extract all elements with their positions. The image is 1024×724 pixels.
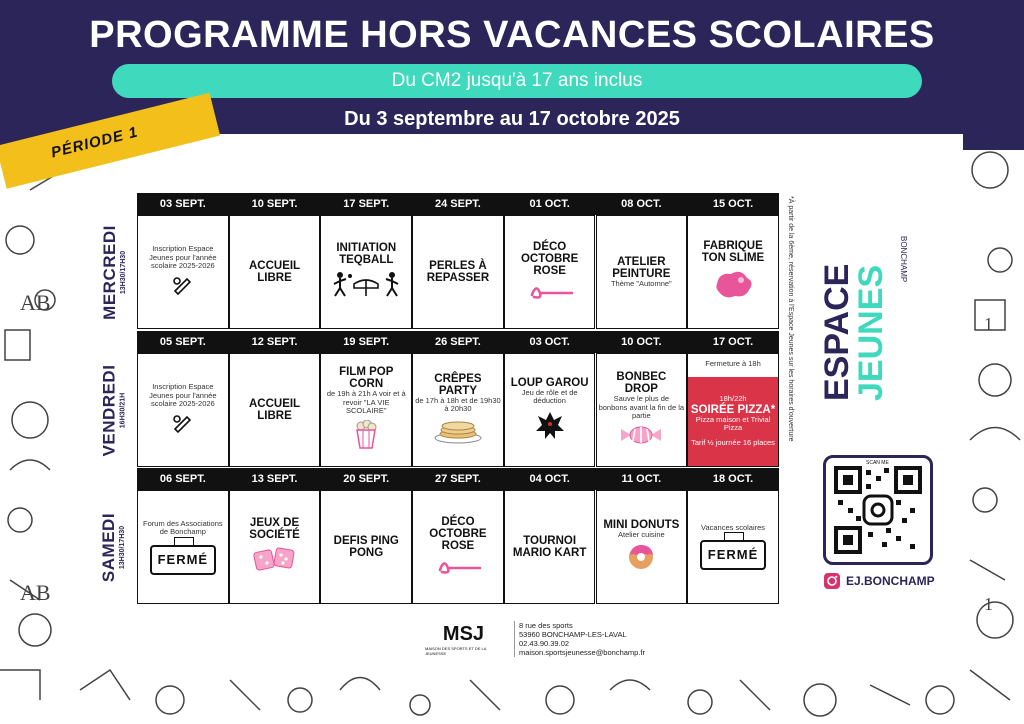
activity-title: DÉCO OCTOBRE ROSE (429, 516, 487, 552)
page-title: PROGRAMME HORS VACANCES SCOLAIRES (89, 14, 935, 56)
qr-code[interactable] (823, 455, 933, 565)
address-line: 02.43.90.39.02 (518, 639, 570, 648)
instagram-text: EJ.BONCHAMP (846, 574, 935, 588)
donut-icon (627, 543, 655, 575)
day-hours: 13H30/17H30 (119, 525, 127, 569)
footer-address (514, 621, 645, 657)
activity-title: FABRIQUE TON SLIME (701, 240, 765, 264)
email-link[interactable]: maison.sportsjeunesse@bonchamp.fr (518, 648, 645, 657)
logo-sub: BONCHAMP (899, 236, 908, 283)
activity-cell (596, 215, 688, 329)
date-header: 03 OCT. (529, 336, 570, 348)
date-header: 17 SEPT. (343, 198, 390, 210)
date-header: 24 SEPT. (435, 198, 481, 210)
date-header: 01 OCT. (529, 198, 570, 210)
day-label-samedi (98, 490, 128, 604)
msj-logo-sub: MAISON DES SPORTS ET DE LA JEUNESSE (425, 645, 487, 656)
date-header: 17 OCT. (712, 336, 754, 348)
ferme-sign-icon (700, 540, 766, 570)
instagram-handle[interactable] (823, 572, 943, 590)
date-header: 27 SEPT. (435, 473, 481, 485)
activity-detail: Forum des Associations de Bonchamp (143, 518, 223, 536)
side-note-text: *À partir de la 6ème, réservation à l'Espace Jeunes sur les horaires d'ouverture (787, 196, 794, 442)
espace-jeunes-logo (815, 226, 915, 416)
ferme-sign-icon (150, 545, 216, 575)
activity-title: ACCUEIL LIBRE (248, 398, 301, 422)
date-header: 10 SEPT. (251, 198, 298, 210)
pink-ribbon-icon (526, 281, 574, 303)
activity-cell (229, 353, 321, 467)
svg-text:AB: AB (20, 290, 51, 315)
activity-detail: de 17h à 18h et de 19h30 à 20h30 (415, 395, 501, 413)
date-header: 05 SEPT. (159, 336, 206, 348)
pen-icon (171, 275, 195, 299)
ferme-sign-text: FERMÉ (157, 551, 209, 567)
activity-title: MINI DONUTS (603, 518, 680, 531)
activity-title: CRÊPES PARTY (434, 372, 482, 397)
activity-title: BONBEC DROP (616, 371, 667, 396)
crepes-icon (433, 418, 483, 448)
pizza-time: 18h/22h (719, 394, 747, 404)
activity-detail: Pizza maison et Trivial Pizza (695, 414, 771, 433)
date-range: Du 3 septembre au 17 octobre 2025 (344, 108, 680, 130)
scan-me-label: SCAN ME (866, 460, 889, 466)
activity-cell (412, 353, 504, 467)
activity-cell (229, 490, 321, 604)
address-line: 53960 BONCHAMP-LES-LAVAL (518, 630, 627, 639)
activity-cell (137, 353, 229, 467)
activity-title: ACCUEIL LIBRE (248, 260, 301, 284)
date-header: 15 OCT. (712, 198, 754, 210)
activity-cell (137, 490, 229, 604)
closing-note: Fermeture à 18h (705, 359, 761, 368)
date-header: 19 SEPT. (343, 336, 390, 348)
instagram-icon (823, 572, 841, 590)
activity-title: FILM POP CORN (339, 366, 394, 391)
address-line: 8 rue des sports (518, 621, 573, 630)
activity-cell (320, 215, 412, 329)
period-label: PÉRIODE 1 (49, 123, 140, 162)
activity-cell (412, 215, 504, 329)
day-name: SAMEDI (99, 512, 119, 582)
svg-text:AB: AB (20, 580, 51, 605)
day-hours: 16H30/21H (119, 392, 127, 428)
activity-detail: Sauve le plus de bonbons avant la fin de la partie (598, 394, 685, 421)
activity-title: PERLES À REPASSER (426, 260, 490, 284)
footer (425, 620, 645, 658)
popcorn-icon (353, 420, 379, 454)
date-header: 08 OCT. (621, 198, 662, 210)
logo-line1: ESPACE (818, 263, 856, 401)
activity-cell (687, 353, 779, 467)
side-note (780, 196, 794, 545)
activity-title: INITIATION TEQBALL (336, 242, 397, 266)
date-header: 12 SEPT. (251, 336, 298, 348)
activity-title: DEFIS PING PONG (333, 535, 399, 559)
date-header: 03 SEPT. (159, 198, 206, 210)
activity-cell (320, 490, 412, 604)
activity-cell (412, 490, 504, 604)
pizza-tarif: Tarif ½ journée 16 places (691, 437, 775, 447)
qr-pattern (826, 458, 930, 562)
age-range-pill: Du CM2 jusqu'à 17 ans inclus (112, 64, 922, 98)
activity-cell (596, 353, 688, 467)
activity-detail: de 19h à 21h A voir et à revoir "LA VIE SCOLAIRE" (326, 389, 406, 416)
activity-title: JEUX DE SOCIÉTÉ (249, 517, 300, 541)
msj-logo (425, 623, 508, 656)
date-header: 06 SEPT. (159, 473, 206, 485)
activity-cell (137, 215, 229, 329)
activity-title: SOIRÉE PIZZA* (690, 403, 776, 416)
date-header: 11 OCT. (621, 473, 662, 485)
activity-detail: Thème "Automne" (610, 278, 672, 288)
activity-detail: Inscription Espace Jeunes pour l'année scolaire 2025-2026 (149, 382, 217, 409)
activity-cell (596, 490, 688, 604)
date-header: 18 OCT. (712, 473, 754, 485)
activity-detail: Jeu de rôle et de déduction (521, 387, 578, 405)
activity-detail: Inscription Espace Jeunes pour l'année scolaire 2025-2026 (149, 244, 217, 271)
date-header: 26 SEPT. (435, 336, 481, 348)
teqball-players-icon (330, 270, 402, 302)
msj-logo-text: MSJ (442, 622, 485, 645)
activity-cell (229, 215, 321, 329)
pink-ribbon-icon (434, 556, 482, 578)
activity-detail: Atelier cuisine (617, 529, 665, 539)
activity-title: LOUP GAROU (510, 376, 589, 389)
activity-title: DÉCO OCTOBRE ROSE (520, 241, 579, 277)
ferme-sign-text: FERMÉ (707, 547, 759, 563)
day-label-mercredi (98, 215, 128, 329)
pizza-night-block (688, 377, 778, 467)
date-header: 13 SEPT. (251, 473, 298, 485)
logo-line2: JEUNES (852, 264, 890, 401)
activity-title: TOURNOI MARIO KART (512, 535, 587, 559)
activity-cell (504, 353, 596, 467)
date-header: 10 OCT. (621, 336, 662, 348)
day-hours: 13H30/17H30 (119, 250, 127, 294)
pen-icon (171, 413, 195, 437)
slime-icon (711, 268, 755, 304)
activity-cell (687, 215, 779, 329)
day-name: VENDREDI (99, 364, 119, 456)
day-name: MERCREDI (99, 224, 119, 320)
dice-icon (253, 545, 297, 577)
werewolf-icon (535, 410, 565, 444)
activity-detail: Vacances scolaires (701, 522, 766, 532)
activity-cell (687, 490, 779, 604)
candy-icon (619, 425, 663, 449)
activity-cell (504, 490, 596, 604)
activity-title: ATELIER PEINTURE (612, 255, 671, 280)
date-header: 04 OCT. (529, 473, 570, 485)
day-label-vendredi (98, 353, 128, 467)
activity-cell (320, 353, 412, 467)
activity-cell (504, 215, 596, 329)
svg-text:1: 1 (984, 594, 993, 614)
svg-text:1: 1 (984, 314, 993, 334)
date-header: 20 SEPT. (343, 473, 390, 485)
